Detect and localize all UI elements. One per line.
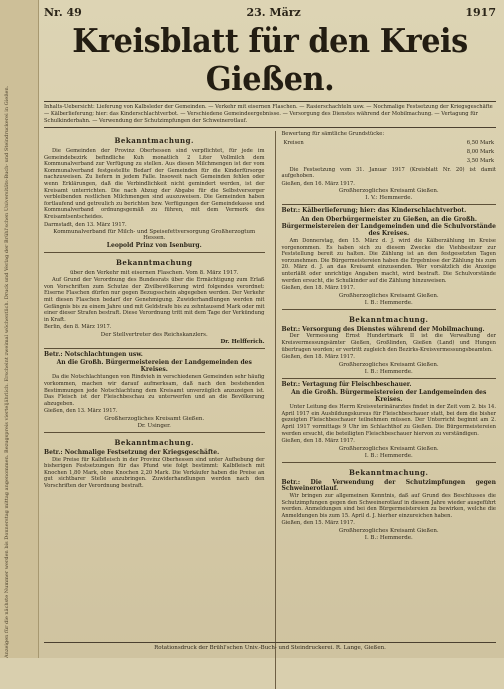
price-row bbox=[284, 149, 495, 156]
article-org: Kommunalverband für Milch- und Speisefettversorgung Großherzogtum Hessen. bbox=[53, 229, 256, 242]
page-content bbox=[44, 6, 496, 689]
left-column bbox=[44, 131, 265, 689]
article-org: Großherzogliches Kreisamt Gießen. bbox=[338, 361, 439, 368]
divider bbox=[282, 462, 497, 463]
article-subtitle: Betr.: Vertagung für Fleischbeschauer. bbox=[281, 380, 412, 388]
article-org: Großherzogliches Kreisamt Gießen. bbox=[104, 416, 205, 423]
article-title: Bekanntmachung. bbox=[349, 467, 429, 477]
right-column-inner bbox=[276, 131, 497, 541]
article-place: Darmstadt, den 13. März 1917. bbox=[44, 221, 127, 228]
issue-date: 23. März bbox=[246, 6, 301, 19]
article-subtitle: Betr.: Versorgung des Dienstes während der Mobilmachung. bbox=[281, 325, 485, 333]
article-text: Auf Grund der Verordnung des Bundesrats über die Ermächtigung zum Erlaß von Vorschriften zum Schutze der Zivilbevölkerung wird folgendes verordnet: Eiserne Flaschen dürfen nur gegen Bezugsschein abgegeben werden. Der Verkehr mit diesen Flaschen bedarf der Genehmigung. Zuwiderhandlungen werden mit Gefängnis bis zu einem Jahre und mit Geldstrafe bis zu zehntausend Mark oder mit einer dieser Strafen bestraft. Diese Verordnung tritt mit dem Tage der Verkündung in Kraft. bbox=[44, 277, 265, 323]
table-of-contents: Inhalts-Uebersicht: Lieferung von Kalbsleder der Gemeinden. — Verkehr mit eisernen Flaschen. — Rasierschachteln usw. — Nochmalige Festsetzung der Kriegsgeschäfte — Kälberlieferung; hier: das Kinderschlachtverbot. — Verschiedene Gemeindeergebnisse. — Versorgung des Dienstes während der Mobilmachung. — Vertagung für Schulkinderbahn. — Verwendung der Schutzimpfungen der Schweinerotlauf. bbox=[44, 101, 496, 128]
price-label bbox=[284, 158, 373, 165]
article-title: Bekanntmachung. bbox=[114, 438, 194, 448]
divider bbox=[282, 204, 497, 205]
side-margin bbox=[0, 0, 39, 658]
divider bbox=[44, 432, 265, 433]
article-text: Da die Notschlachtungen von Rindvieh in verschiedenen Gemeinden sehr häufig vorkommen, machen wir darauf aufmerksam, daß nach den bestehenden Bestimmungen jede Notschlachtung dem Kreisamt unverzüglich anzuzeigen ist. Das Fleisch ist der Fleischbeschau zu unterwerfen und an die Bevölkerung abzugeben. bbox=[44, 374, 265, 407]
article-org: Großherzogliches Kreisamt Gießen. bbox=[338, 528, 439, 534]
article-subtitle: Betr.: Nochmalige Festsetzung der Kriegsgeschäfte. bbox=[44, 449, 220, 457]
margin-note: Anzeigen für die nächste Nummer werden bis Donnerstag mittag angenommen. Bezugspreis vierteljährlich. Erscheint zweimal wöchentlich. Druck und Verlag der Brühl'schen Universitäts-Buch- und Steindruckerei in Gießen. bbox=[4, 85, 10, 658]
article-address: An die Großh. Bürgermeistereien der Landgemeinden des Kreises. bbox=[291, 389, 487, 404]
article-org: Großherzogliches Kreisamt Gießen. bbox=[338, 445, 439, 452]
divider bbox=[44, 348, 265, 349]
article-signature: I. B.: Hemmerde. bbox=[364, 368, 413, 375]
article-place: Gießen, den 18. März 1917. bbox=[281, 438, 355, 445]
article-signature: I. V.: Hemmerde. bbox=[365, 195, 413, 202]
price-value: 8,00 Mark bbox=[466, 148, 494, 155]
article-subtitle: Betr.: Kälberlieferung; hier: das Kinderschlachtverbot. bbox=[281, 207, 467, 215]
article-text: Am Donnerstag, den 15. März d. J. wird die Kälberzählung im Kreise vorgenommen. Es haben sich zu diesem Zwecke die Viehbesitzer zur Feststellung bereit zu halten. Die Zählung ist an den festgesetzten Tagen vorzunehmen. Die Bürgermeistereien haben die Ergebnisse der Zählung bis zum 20. März d. J. an das Kreisamt einzusenden. Wer vorsätzlich die Anzeige unterläßt oder unrichtige Angaben macht, wird bestraft. Die Schulvorstände werden ersucht, die Schulkinder auf die Zählung hinzuweisen. bbox=[281, 237, 496, 284]
article-text: Unter Leitung des Herrn Kreisveterinärarztes findet in der Zeit vom 2. bis 14. April 1917 ein Ausbildungskursus für Fleischbeschauer statt, bei dem die bisher gezeigten Fleischbeschauer teilnehmen müssen. Der Unterricht beginnt am 2. April 1917 vormittags 9 Uhr im Schlachthof zu Gießen. Die Bürgermeistereien werden ersucht, die beteiligten Fleischbeschauer hiervon zu verständigen. bbox=[281, 404, 496, 437]
price-row bbox=[284, 140, 495, 147]
article-signature: I. B.: Hemmerde. bbox=[364, 299, 413, 306]
article-signature: Leopold Prinz von Isenburg. bbox=[106, 242, 202, 250]
article-address: An den Oberbürgermeister zu Gießen, an die Großh. Bürgermeistereien der Landgemeinden und die Schulvorstände des Kreises. bbox=[281, 215, 496, 237]
article-subtitle: über den Verkehr mit eisernen Flaschen. Vom 8. März 1917. bbox=[69, 270, 239, 277]
article-org: Der Stellvertreter des Reichskanzlers. bbox=[100, 331, 208, 338]
article-place: Gießen, den 15. März 1917. bbox=[281, 520, 355, 527]
price-row bbox=[284, 158, 495, 165]
price-value: 3,50 Mark bbox=[466, 157, 494, 164]
divider bbox=[44, 252, 265, 253]
footer-printer: Rotationsdruck der Brühl'schen Univ.-Buch- und Steindruckerei. R. Lange, Gießen. bbox=[44, 642, 496, 651]
article-place: Gießen, den 16. März 1917. bbox=[281, 180, 355, 187]
divider bbox=[282, 378, 497, 379]
article-address: An die Großh. Bürgermeistereien der Landgemeinden des Kreises. bbox=[56, 359, 252, 374]
price-table bbox=[282, 138, 497, 167]
issue-number: Nr. 49 bbox=[44, 6, 82, 19]
article-text: Der Vermessung Ernst Hundertmark II ist die Verwaltung der Kreisvermessungsämter Gießen, Großlinden, Gießen (Land) und Hungen übertragen worden; er vertritt zugleich den Bezirks-Kreisvermessungsbeamten. bbox=[281, 333, 496, 353]
article-title: Bekanntmachung. bbox=[114, 136, 194, 145]
price-label bbox=[284, 149, 373, 156]
price-label: Kreisen bbox=[283, 139, 304, 146]
article-text: Bewertung für sämtliche Grundstücke: bbox=[281, 131, 385, 137]
article-place: Gießen, den 18. März 1917. bbox=[281, 285, 355, 292]
article-signature: I. B.: Hemmerde. bbox=[364, 452, 413, 459]
divider bbox=[282, 309, 497, 310]
article-org: Großherzogliches Kreisamt Gießen. bbox=[338, 188, 439, 195]
article-place: Gießen, den 13. März 1917. bbox=[44, 408, 118, 415]
price-value: 6,50 Mark bbox=[466, 139, 494, 146]
article-text: Wir bringen zur allgemeinen Kenntnis, daß auf Grund des Beschlusses die Schutzimpfungen gegen den Schweinerotlauf in diesem Jahre wieder ausgeführt werden. Anmeldungen sind bei den Bürgermeistereien zu bewirken, welche die Anmeldungen bis zum 15. April d. J. hierher einzureichen haben. bbox=[281, 493, 496, 519]
article-place: Gießen, den 18. März 1917. bbox=[281, 354, 355, 361]
article-subtitle: Betr.: Notschlachtungen usw. bbox=[44, 350, 143, 358]
article-text: Die Preise für Kalbfleisch in der Provinz Oberhessen sind unter Aufhebung der bisherigen Festsetzungen für das Pfund wie folgt bestimmt: Kalbfleisch mit Knochen 1,80 Mark, ohne Knochen 2,20 Mark. Die Verkäufer haben die Preise an gut sichtbarer Stelle anzubringen. Zuwiderhandlungen werden nach den Vorschriften der Verordnung bestraft. bbox=[44, 456, 265, 489]
article-text: Die Festsetzung vom 31. Januar 1917 (Kreisblatt Nr. 20) ist damit aufgehoben. bbox=[281, 166, 496, 180]
issue-year: 1917 bbox=[465, 6, 496, 19]
header-top bbox=[44, 6, 496, 20]
article-place: Berlin, den 8. März 1917. bbox=[44, 324, 112, 331]
article-title: Bekanntmachung bbox=[115, 258, 193, 268]
masthead-title: Kreisblatt für den Kreis Gießen. bbox=[72, 21, 468, 98]
article-text: Die Gemeinden der Provinz Oberhessen sind verpflichtet, für jede im Gemeindebezirk befindliche Kuh monatlich 2 Liter Vollmilch dem Kommunalverband zur Verfügung zu stellen. Aus diesen Milchmengen ist der vom Kommunalverband festgestellte Bedarf der Gemeinden für die Kinderfürsorge nachzuweisen. Zu liefern in jedem Falle. Insoweit nach Gemeinden fehlen oder wenn Erklärungen, daß die Verbindlichkeit nicht gemindert werden, ist der Kreisamt unterrichten. Die nach Abzug der Abgabe für die Selbstversorger verbleibenden restlichen Milchmengen sind auszuweisen. Die Gemeinden haben fortlaufend und getreulich zu berichten bzw. Verfügungen der Gemeindekasse und Kommunalverband ordnungsgemäß zu führen, mit dem Vermerk des Kreisamtsentscheides. bbox=[44, 148, 265, 220]
article-subtitle: Betr.: Die Verwendung der Schutzimpfungen gegen Schweinerotlauf. bbox=[281, 478, 496, 493]
columns bbox=[44, 131, 496, 689]
article-signature: Dr. Usinger. bbox=[137, 423, 171, 430]
article-signature: I. B.: Hemmerde. bbox=[364, 535, 413, 541]
article-org: Großherzogliches Kreisamt Gießen. bbox=[338, 292, 439, 299]
right-column bbox=[275, 131, 497, 689]
article-signature: Dr. Helfferich. bbox=[220, 338, 265, 345]
article-title: Bekanntmachung. bbox=[349, 314, 429, 324]
